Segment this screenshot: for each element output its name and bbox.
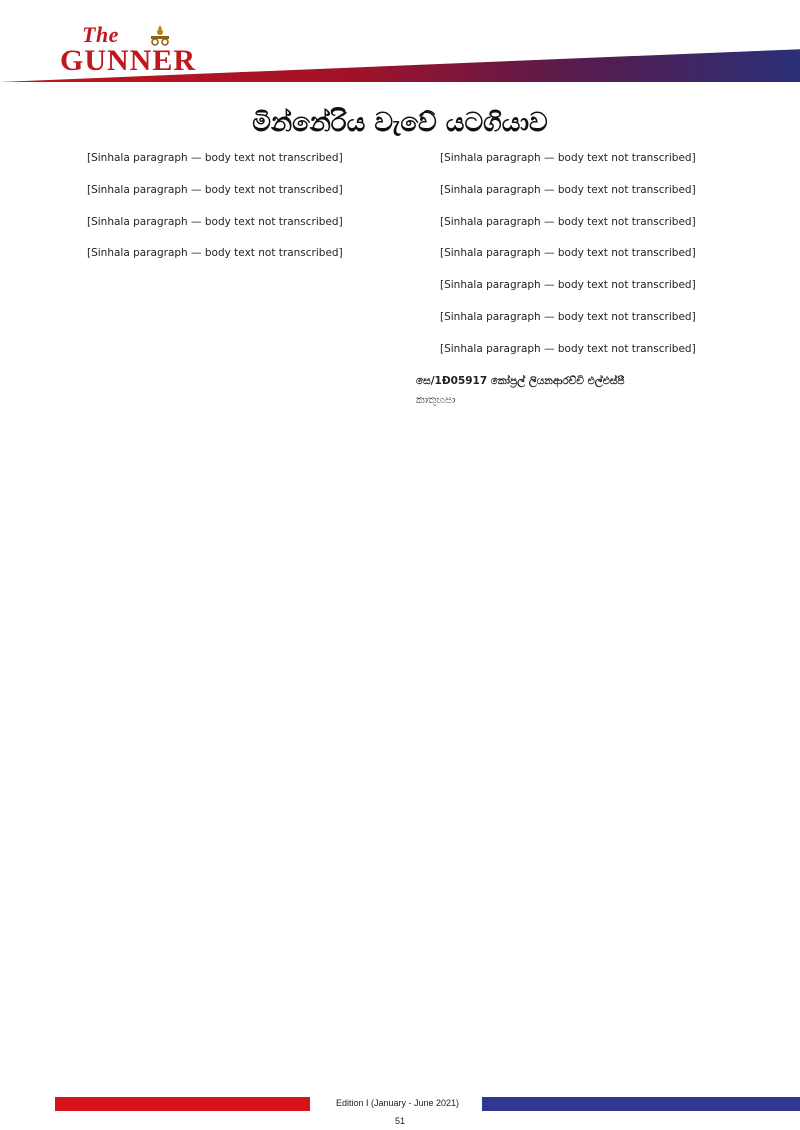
edition-label: Edition I (January - June 2021) — [335, 1098, 460, 1108]
body-paragraph: [Sinhala paragraph — body text not transcribed] — [440, 342, 696, 355]
article-title: මින්නේරිය වැවේ යටගියාව — [252, 108, 548, 138]
author-unit: කාතුහපා — [416, 394, 456, 407]
the-gunner-logo — [60, 22, 200, 82]
footer-blue-bar — [482, 1097, 800, 1111]
body-paragraph: [Sinhala paragraph — body text not transcribed] — [440, 183, 696, 196]
logo-the-text: The — [82, 22, 119, 47]
body-paragraph: [Sinhala paragraph — body text not transcribed] — [440, 310, 696, 323]
page-number: 51 — [394, 1116, 405, 1126]
body-paragraph: [Sinhala paragraph — body text not transcribed] — [87, 247, 343, 260]
logo-gunner-text: GUNNER — [60, 44, 197, 77]
left-column — [63, 150, 388, 277]
body-paragraph: [Sinhala paragraph — body text not transcribed] — [440, 152, 696, 164]
body-paragraph: [Sinhala paragraph — body text not transcribed] — [87, 215, 343, 228]
author-signature: සෙ/1Ð05917 කෝප්‍රල් ලියනආරච්චි එල්එස්පී — [416, 374, 625, 387]
body-paragraph: [Sinhala paragraph — body text not transcribed] — [87, 152, 343, 164]
right-column — [416, 150, 741, 410]
body-paragraph: [Sinhala paragraph — body text not transcribed] — [440, 279, 696, 292]
body-paragraph: [Sinhala paragraph — body text not transcribed] — [440, 247, 696, 260]
body-paragraph: [Sinhala paragraph — body text not transcribed] — [87, 183, 343, 196]
footer-red-bar — [55, 1097, 310, 1111]
artillery-cannon-emblem-icon — [148, 24, 172, 46]
body-paragraph: [Sinhala paragraph — body text not transcribed] — [440, 215, 696, 228]
